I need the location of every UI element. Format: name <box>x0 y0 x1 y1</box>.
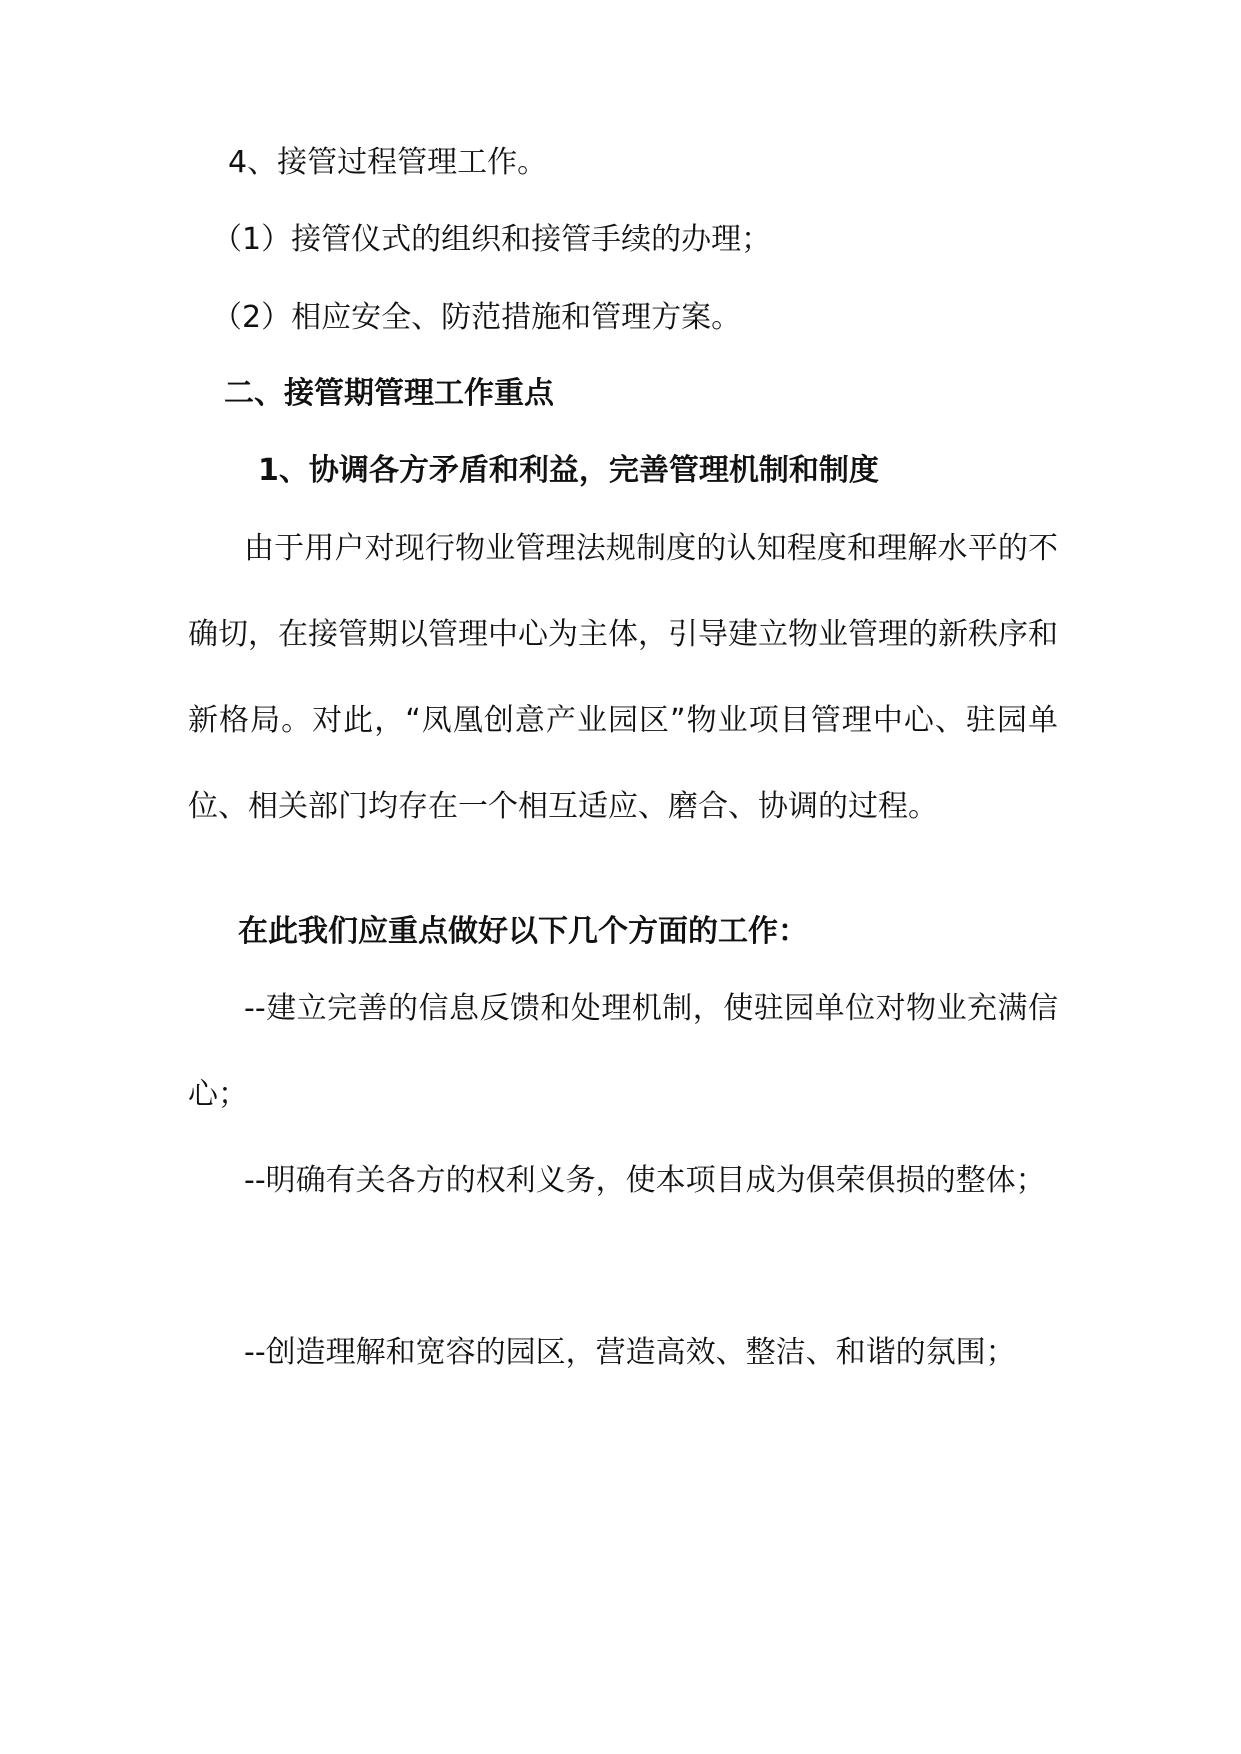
item-4-text: 4、接管过程管理工作。 <box>228 145 548 180</box>
item-4-2-text: （2）相应安全、防范措施和管理方案。 <box>212 300 742 335</box>
bullet-1: --建立完善的信息反馈和处理机制，使驻园单位对物业充满信心； <box>188 991 1058 1112</box>
focus-heading: 在此我们应重点做好以下几个方面的工作： <box>238 914 808 949</box>
paragraph-1: 由于用户对现行物业管理法规制度的认知程度和理解水平的不确切，在接管期以管理中心为主体，引导建立物业管理的新秩序和新格局。对此，“凤凰创意产业园区”物业项目管理中心、驻园单位、相关部门均存在一个相互适应、磨合、协调的过程。 <box>188 531 1058 824</box>
bullet-3: --创造理解和宽容的园区，营造高效、整洁、和谐的氛围； <box>244 1335 1016 1370</box>
item-4-1-text: （1）接管仪式的组织和接管手续的办理； <box>212 222 772 257</box>
section-2-heading: 二、接管期管理工作重点 <box>224 376 554 411</box>
subsection-1-heading: 1、协调各方矛盾和利益，完善管理机制和制度 <box>258 453 879 488</box>
bullet-2: --明确有关各方的权利义务，使本项目成为俱荣俱损的整体； <box>244 1163 1046 1198</box>
